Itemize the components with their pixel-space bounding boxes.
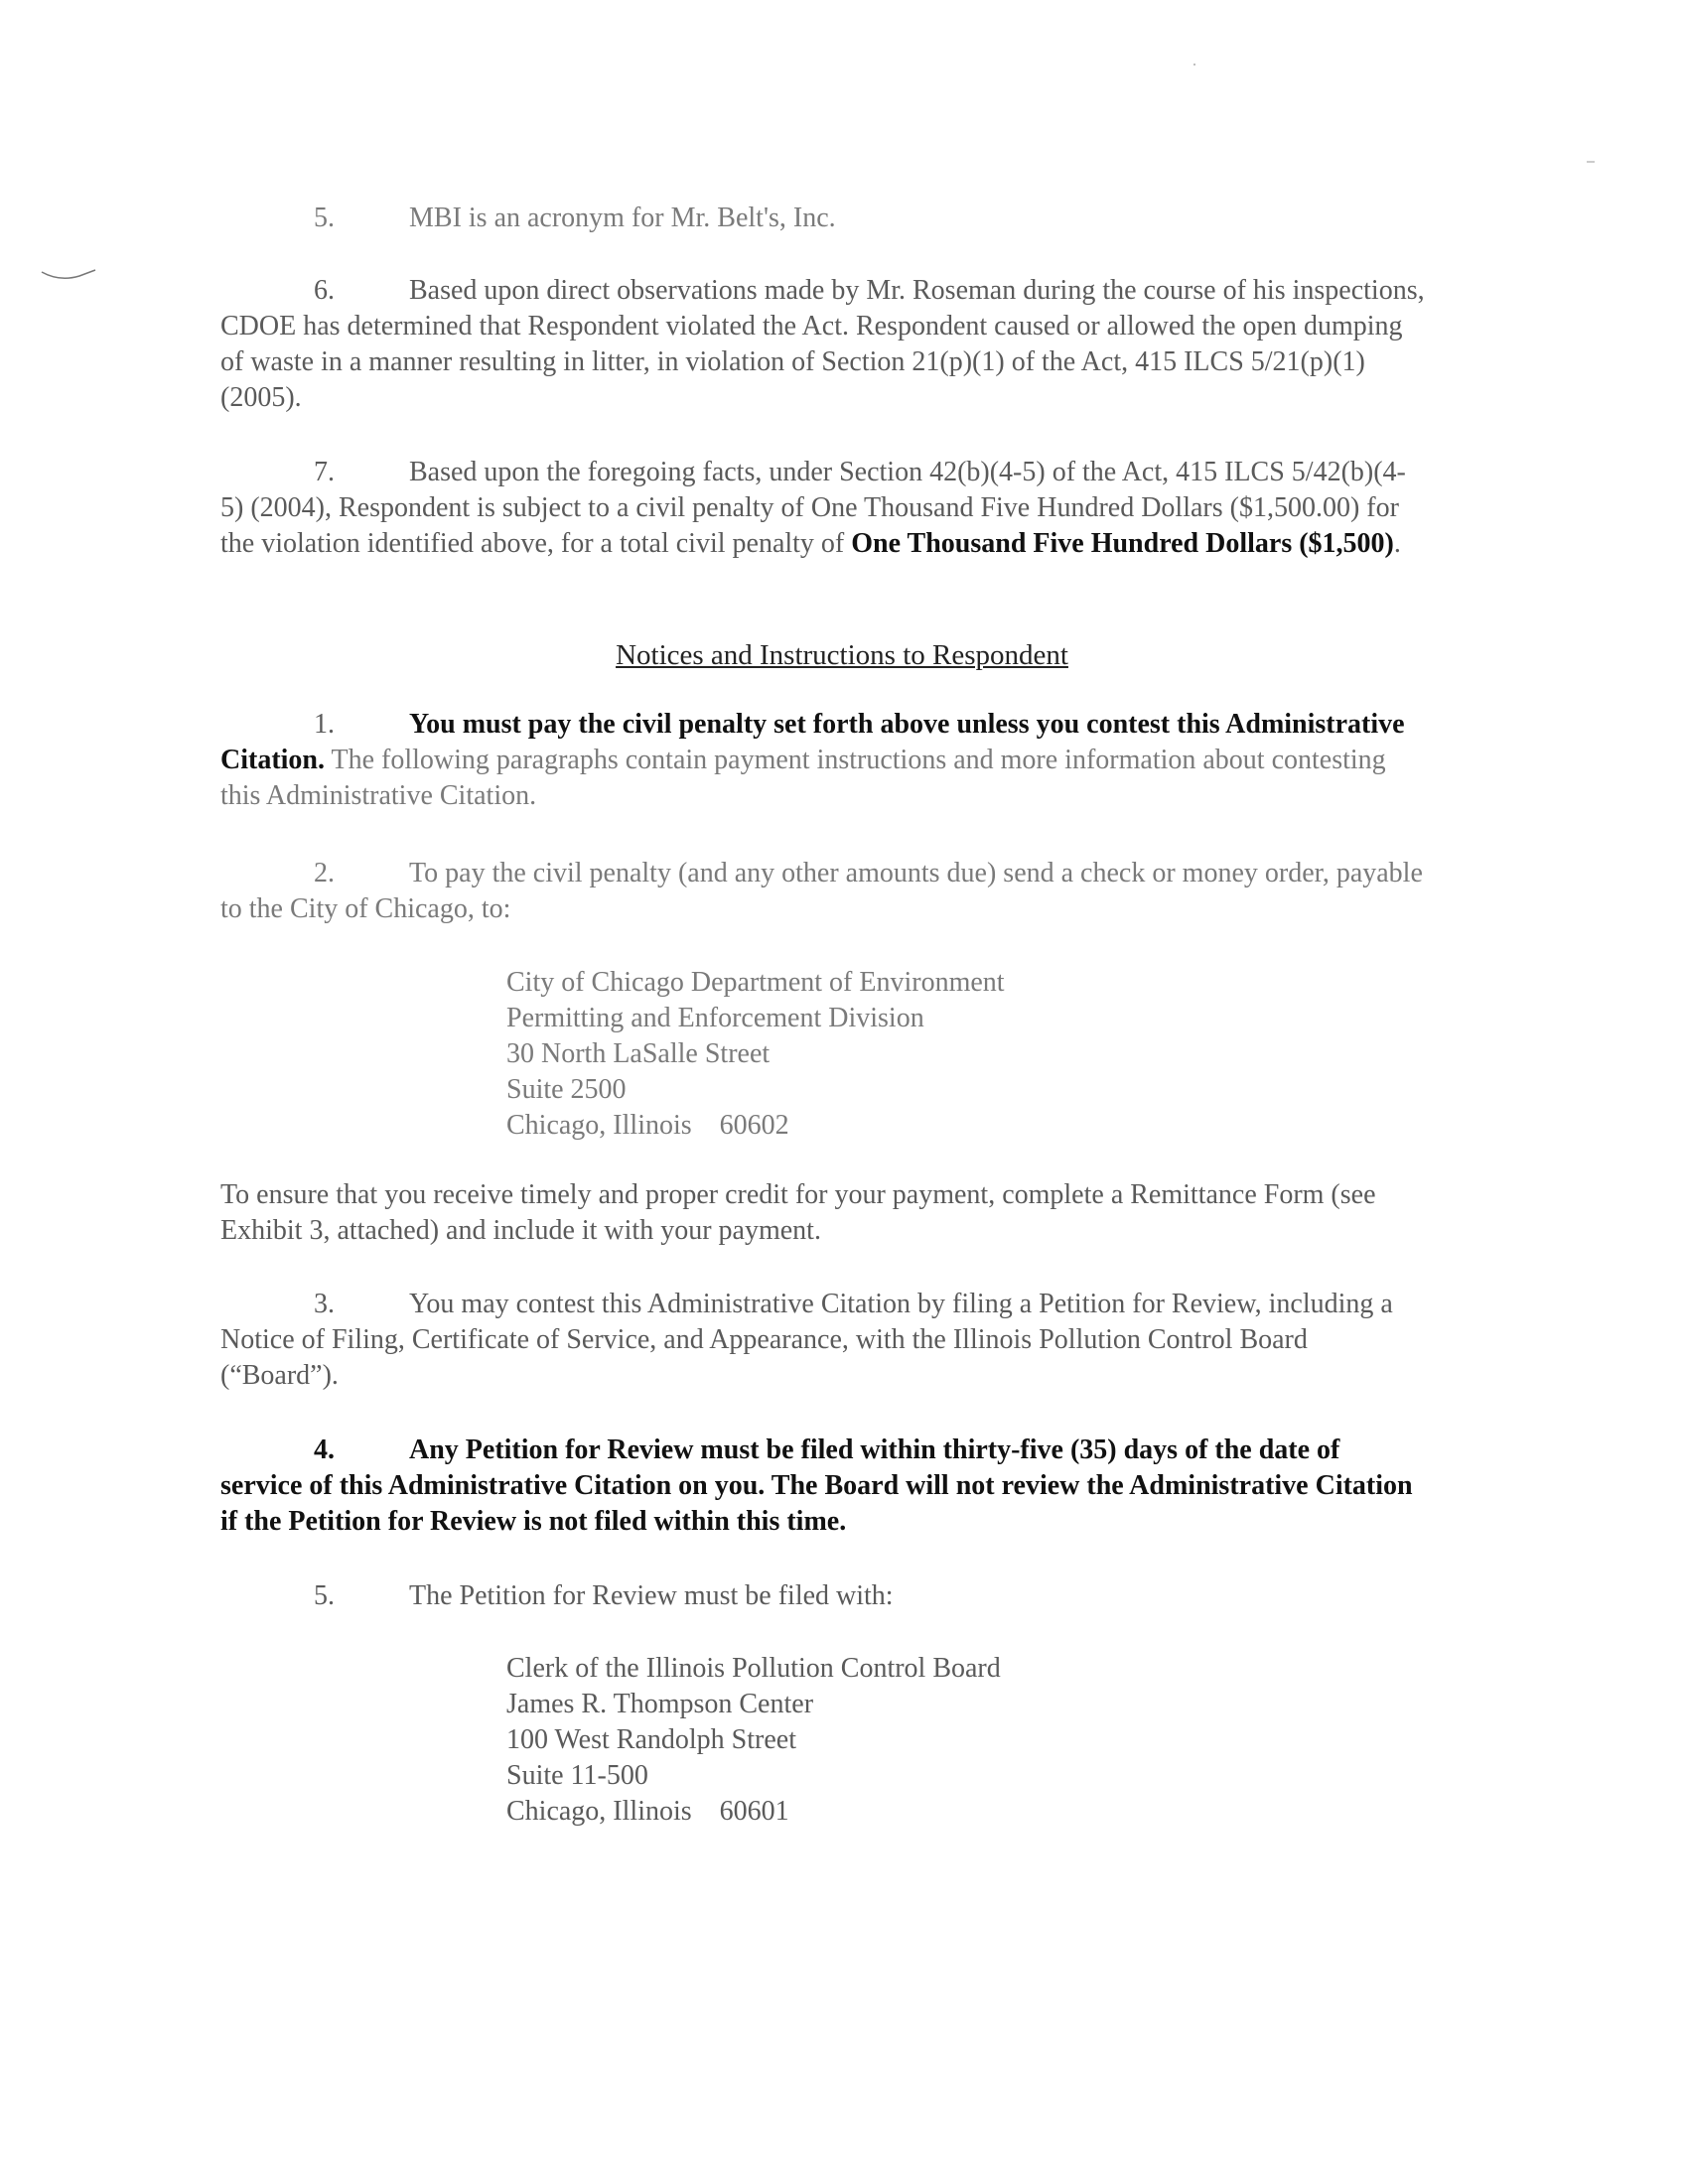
item-number: 6. xyxy=(314,275,335,306)
item-text: Based upon the foregoing facts, under Section 42(b)(4-5) of the Act, 415 ILCS 5/42(b)(4-5) (2004), Respondent is subject to a civil penalty of One Thousand Five Hundred Dollars ($1,500.00) for the violation identified above, for a total civil penalty of xyxy=(220,457,1406,559)
section-heading: Notices and Instructions to Respondent xyxy=(616,639,1068,671)
notice-number: 4. xyxy=(314,1434,335,1465)
paragraph-item-7 xyxy=(220,455,1427,562)
scan-speck-mark xyxy=(1192,62,1197,68)
notice-number: 3. xyxy=(314,1289,335,1319)
penalty-total-bold: One Thousand Five Hundred Dollars ($1,500) xyxy=(851,528,1394,559)
address-line: Chicago, Illinois 60602 xyxy=(506,1110,789,1141)
board-address xyxy=(506,1651,1001,1830)
address-line: Suite 11-500 xyxy=(506,1760,648,1791)
item-number: 5. xyxy=(314,203,335,233)
item-tail: . xyxy=(1393,528,1401,559)
notice-number: 5. xyxy=(314,1580,335,1611)
notice-text: To pay the civil penalty (and any other amounts due) send a check or money order, payable to the City of Chicago, to: xyxy=(220,858,1423,924)
paragraph-item-5 xyxy=(220,201,1427,236)
notice-2 xyxy=(220,856,1427,927)
payment-address xyxy=(506,965,1005,1144)
notice-text: The following paragraphs contain payment instructions and more information about contesting this Administrative Citation. xyxy=(220,745,1386,811)
remittance-paragraph: To ensure that you receive timely and proper credit for your payment, complete a Remittance Form (see Exhibit 3, attached) and include it with your payment. xyxy=(220,1179,1376,1246)
notice-bold-text: Any Petition for Review must be filed within thirty-five (35) days of the date of service of this Administrative Citation on you. The Board will not review the Administrative Citation if the Petition for Review is not filed within this time. xyxy=(220,1434,1413,1537)
notice-bold-text: You must pay the civil penalty set forth above unless you contest this Administrative Citation. xyxy=(220,709,1405,775)
notice-1 xyxy=(220,707,1427,814)
item-number: 7. xyxy=(314,457,335,487)
address-line: Suite 2500 xyxy=(506,1074,627,1105)
address-line: 30 North LaSalle Street xyxy=(506,1038,771,1069)
address-line: Permitting and Enforcement Division xyxy=(506,1003,924,1033)
notice-text: You may contest this Administrative Citation by filing a Petition for Review, including a Notice of Filing, Certificate of Service, and Appearance, with the Illinois Pollution Control Board (“Board”). xyxy=(220,1289,1393,1391)
item-text: MBI is an acronym for Mr. Belt's, Inc. xyxy=(409,203,836,233)
notice-text: The Petition for Review must be filed with: xyxy=(409,1580,894,1611)
item-text: Based upon direct observations made by Mr. Roseman during the course of his inspections, CDOE has determined that Respondent violated the Act. Respondent caused or allowed the open dumping of waste in a manner resulting in litter, in violation of Section 21(p)(1) of the Act, 415 ILCS 5/21(p)(1) (2005). xyxy=(220,275,1425,413)
paragraph-item-6 xyxy=(220,273,1427,416)
notice-5 xyxy=(220,1578,1427,1614)
notice-number: 1. xyxy=(314,709,335,740)
address-line: Chicago, Illinois 60601 xyxy=(506,1796,789,1827)
notice-3 xyxy=(220,1287,1427,1394)
address-line: City of Chicago Department of Environment xyxy=(506,967,1005,998)
notice-number: 2. xyxy=(314,858,335,888)
address-line: 100 West Randolph Street xyxy=(506,1724,796,1755)
notice-4 xyxy=(220,1433,1427,1540)
scan-speck-mark xyxy=(40,266,99,286)
address-line: James R. Thompson Center xyxy=(506,1689,814,1719)
address-line: Clerk of the Illinois Pollution Control Board xyxy=(506,1653,1001,1684)
scan-speck-mark xyxy=(1587,159,1597,165)
